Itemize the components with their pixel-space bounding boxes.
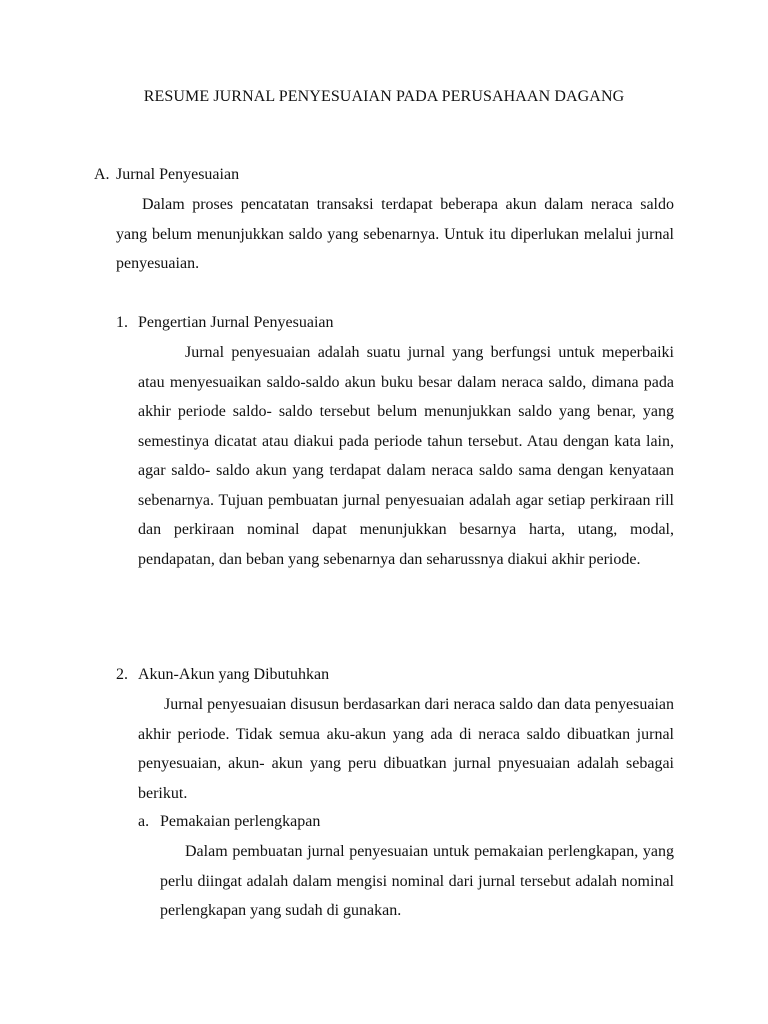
item-1-number: 1.	[116, 314, 128, 331]
item-2-heading	[116, 666, 329, 684]
section-a-intro-paragraph: Dalam proses pencatatan transaksi terdapat beberapa akun dalam neraca saldo yang belum menunjukkan saldo yang sebenarnya. Untuk itu diperlukan melalui jurnal penyesuaian.	[116, 196, 674, 272]
section-a-marker: A.	[94, 166, 110, 183]
item-2-body-paragraph: Jurnal penyesuaian disusun berdasarkan dari neraca saldo dan data penyesuaian akhir periode. Tidak semua aku-akun yang ada di neraca saldo dibuatkan jurnal penyesuaian, akun- akun yang peru dibuatkan jurnal pnyesuaian adalah sebagai berikut.	[138, 696, 674, 802]
sub-a-body-paragraph: Dalam pembuatan jurnal penyesuaian untuk pemakaian perlengkapan, yang perlu diingat adalah dalam mengisi nominal dari jurnal tersebut adalah nominal perlengkapan yang sudah di gunakan.	[160, 843, 674, 919]
sub-a-heading-text: Pemakaian perlengkapan	[160, 813, 321, 830]
sub-a-letter: a.	[138, 813, 150, 830]
sub-a-heading	[138, 813, 320, 831]
section-a-heading-text: Jurnal Penyesuaian	[116, 166, 240, 183]
item-2-heading-text: Akun-Akun yang Dibutuhkan	[138, 666, 330, 683]
section-a-heading	[94, 166, 239, 184]
item-2-number: 2.	[116, 666, 128, 683]
item-1-body-paragraph: Jurnal penyesuaian adalah suatu jurnal yang berfungsi untuk meperbaiki atau menyesuaikan saldo-saldo akun buku besar dalam neraca saldo, dimana pada akhir periode saldo- saldo tersebut belum menunjukkan saldo yang benar, yang semestinya dicatat atau diakui pada periode tahun tersebut. Atau dengan kata lain, agar saldo- saldo akun yang terdapat dalam neraca saldo sama dengan kenyataan sebenarnya. Tujuan pembuatan jurnal penyesuaian adalah agar setiap perkiraan rill dan perkiraan nominal dapat menunjukkan besarnya harta, utang, modal, pendapatan, dan beban yang sebenarnya dan seharussnya diakui akhir periode.	[138, 344, 674, 568]
item-1-heading-text: Pengertian Jurnal Penyesuaian	[138, 314, 334, 331]
item-1-heading	[116, 314, 334, 332]
document-title: RESUME JURNAL PENYESUAIAN PADA PERUSAHAAN DAGANG	[143, 88, 625, 105]
